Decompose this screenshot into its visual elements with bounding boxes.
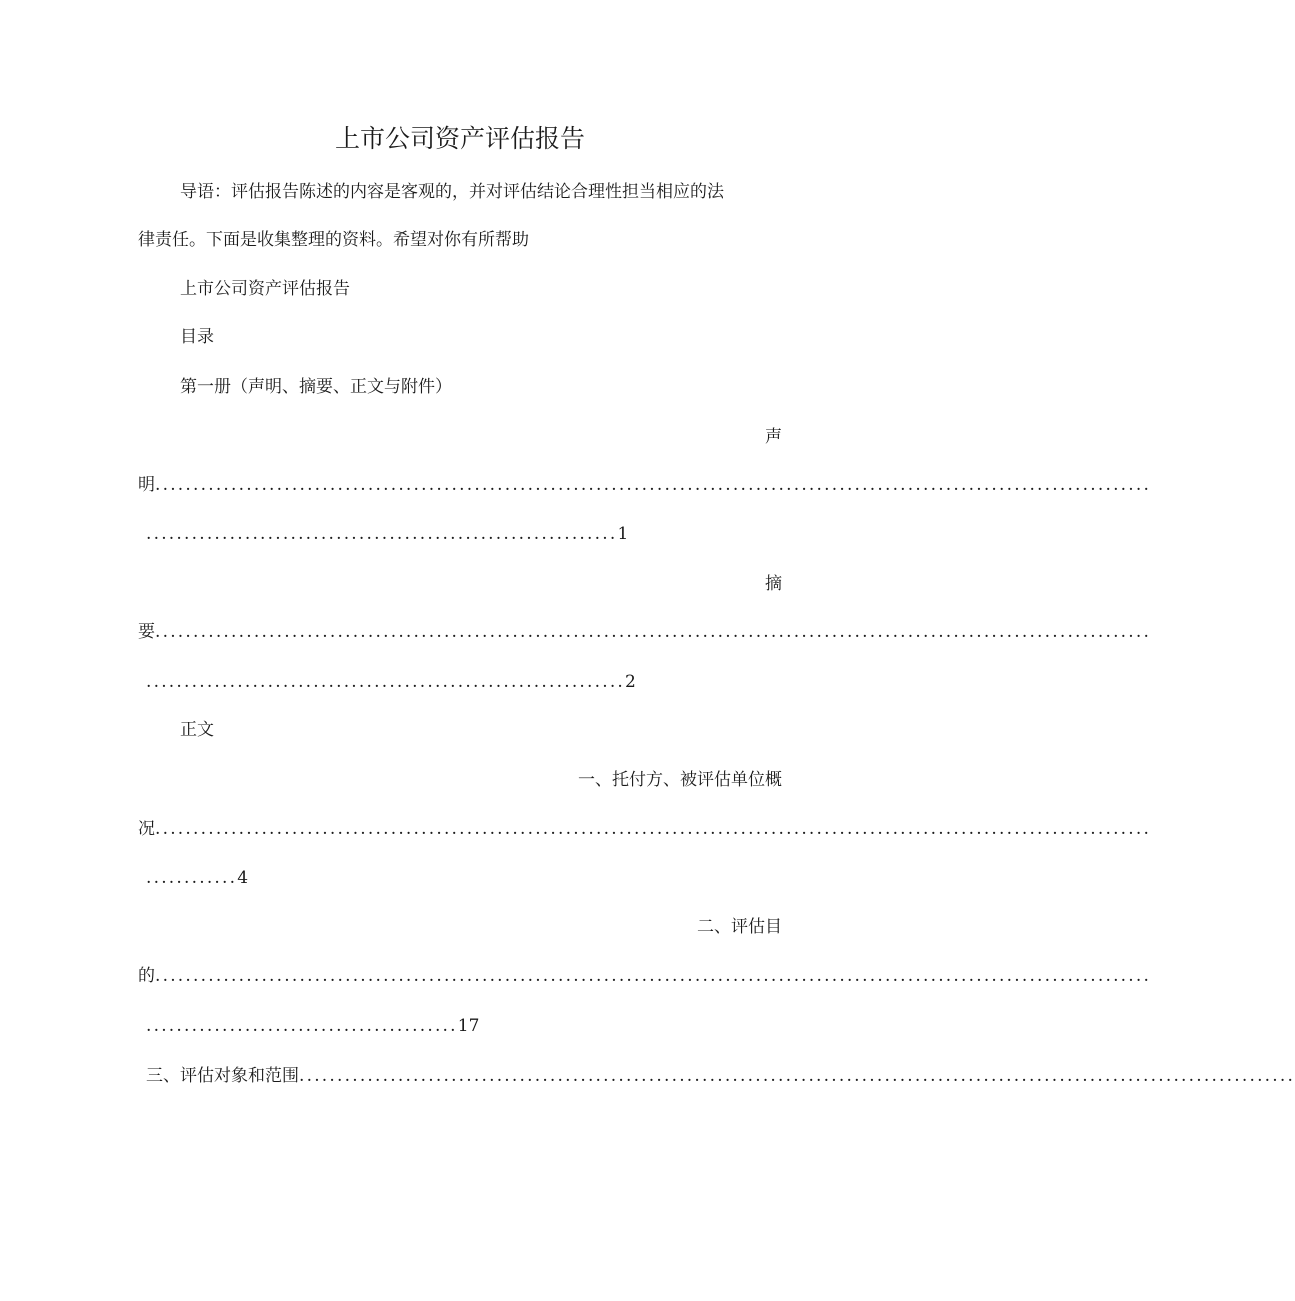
toc-entry-statement-line [138, 474, 1152, 496]
document-subtitle: 上市公司资产评估报告 [180, 279, 350, 299]
toc-entry-section2-line [138, 965, 1152, 987]
toc-entry-summary-page-line [146, 671, 636, 693]
volume-one-heading: 第一册（声明、摘要、正文与附件） [180, 377, 452, 397]
toc-entry-summary-line [138, 621, 1152, 643]
toc-leader-dots: ......................................... [146, 1016, 458, 1036]
intro-line-2: 律责任。下面是收集整理的资料。希望对你有所帮助 [138, 230, 529, 250]
toc-entry-summary-page: 2 [625, 672, 636, 692]
toc-entry-section2-label-b: 的 [138, 966, 155, 986]
toc-leader-dots: ............ [146, 868, 238, 888]
toc-leader-dots: ................................................................................................................................... [155, 966, 1152, 986]
toc-entry-section3-label: 三、评估对象和范围 [146, 1066, 299, 1086]
toc-leader-dots: ................................................................................................................................... [299, 1066, 1295, 1086]
toc-entry-section1-label-b: 况 [138, 819, 155, 839]
toc-leader-dots: ................................................................................................................................... [155, 819, 1152, 839]
toc-entry-section1-page-line [146, 867, 248, 889]
toc-leader-dots: ............................................................... [146, 672, 626, 692]
toc-entry-section1-line [138, 818, 1152, 840]
toc-entry-section3-line [146, 1065, 1295, 1087]
toc-entry-section2-label-a: 二、评估目 [697, 917, 782, 937]
toc-leader-dots: ................................................................................................................................... [155, 475, 1152, 495]
toc-entry-summary-label-b: 要 [138, 622, 155, 642]
toc-entry-statement-label-a: 声 [765, 427, 782, 447]
toc-entry-section1-page: 4 [237, 868, 249, 888]
toc-entry-summary-label-a: 摘 [765, 574, 782, 594]
toc-entry-section2-page-line [146, 1015, 479, 1037]
document-title: 上市公司资产评估报告 [334, 124, 585, 153]
toc-entry-section1-label-a: 一、托付方、被评估单位概 [578, 770, 782, 790]
toc-body-heading: 正文 [180, 720, 214, 740]
toc-entry-statement-page: 1 [617, 524, 629, 544]
toc-entry-statement-page-line [146, 523, 628, 545]
toc-leader-dots: .............................................................. [146, 524, 618, 544]
toc-entry-statement-label-b: 明 [138, 475, 155, 495]
toc-entry-section2-page: 17 [457, 1016, 480, 1036]
intro-line-1: 导语：评估报告陈述的内容是客观的，并对评估结论合理性担当相应的法 [180, 182, 724, 202]
toc-leader-dots: ................................................................................................................................... [155, 622, 1152, 642]
toc-heading: 目录 [180, 327, 214, 347]
